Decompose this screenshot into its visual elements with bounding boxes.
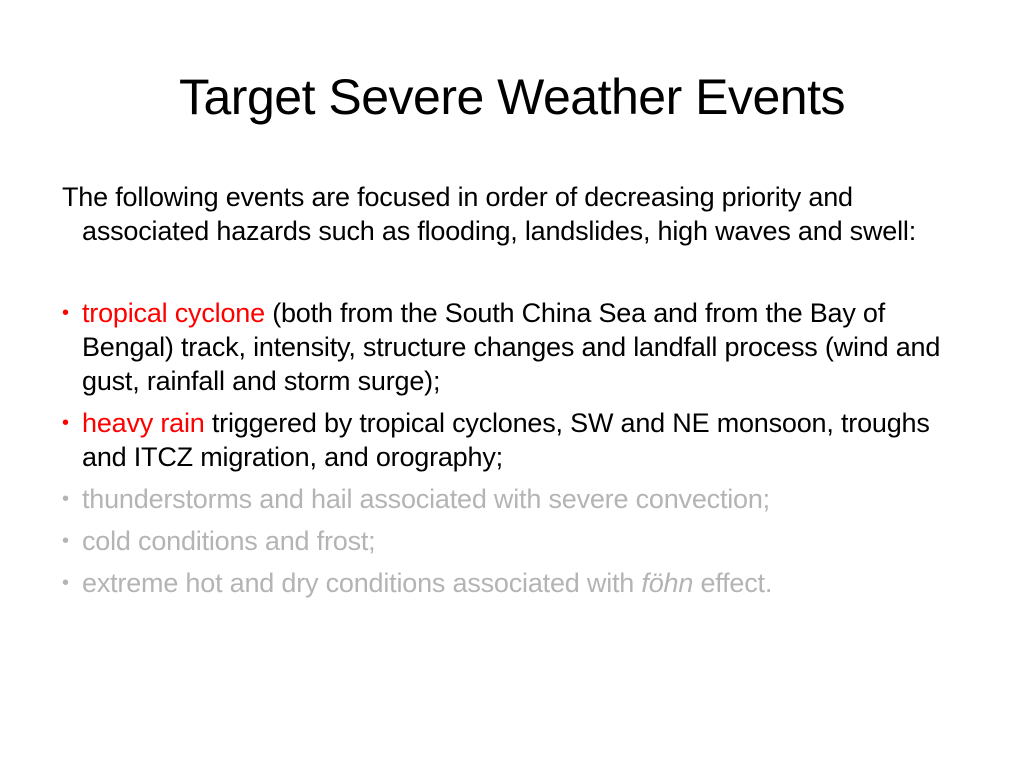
emphasis-fohn: föhn xyxy=(641,568,694,598)
bullet-dot-icon: • xyxy=(62,530,69,552)
bullet-dot-icon: • xyxy=(62,412,69,434)
bullet-cold-conditions xyxy=(62,524,972,558)
bullet-list xyxy=(62,296,972,600)
highlight-heavy-rain: heavy rain xyxy=(82,408,205,438)
bullet-tropical-cyclone xyxy=(62,296,972,398)
bullet-text-extreme-hot: extreme hot and dry conditions associated with xyxy=(82,568,642,598)
bullet-text-heavy-rain: triggered by tropical cyclones, SW and NE monsoon, troughs and ITCZ migration, and orography; xyxy=(82,408,930,472)
bullet-dot-icon: • xyxy=(62,488,69,510)
bullet-text-thunderstorms: thunderstorms and hail associated with severe convection; xyxy=(82,484,770,514)
bullet-thunderstorms xyxy=(62,482,972,516)
bullet-text-tropical-cyclone: (both from the South China Sea and from the Bay of Bengal) track, intensity, structure changes and landfall process (wind and gust, rainfall and storm surge); xyxy=(82,298,941,396)
bullet-heavy-rain xyxy=(62,406,972,474)
slide-body xyxy=(62,180,972,608)
bullet-dot-icon: • xyxy=(62,302,69,324)
bullet-text-cold-conditions: cold conditions and frost; xyxy=(82,526,376,556)
slide-title: Target Severe Weather Events xyxy=(179,69,845,125)
bullet-text-extreme-hot-end: effect. xyxy=(693,568,773,598)
bullet-extreme-hot xyxy=(62,566,972,600)
highlight-tropical-cyclone: tropical cyclone xyxy=(82,298,265,328)
bullet-dot-icon: • xyxy=(62,572,69,594)
intro-paragraph: The following events are focused in order of decreasing priority and associated hazards such as flooding, landslides, high waves and swell: xyxy=(62,182,916,246)
